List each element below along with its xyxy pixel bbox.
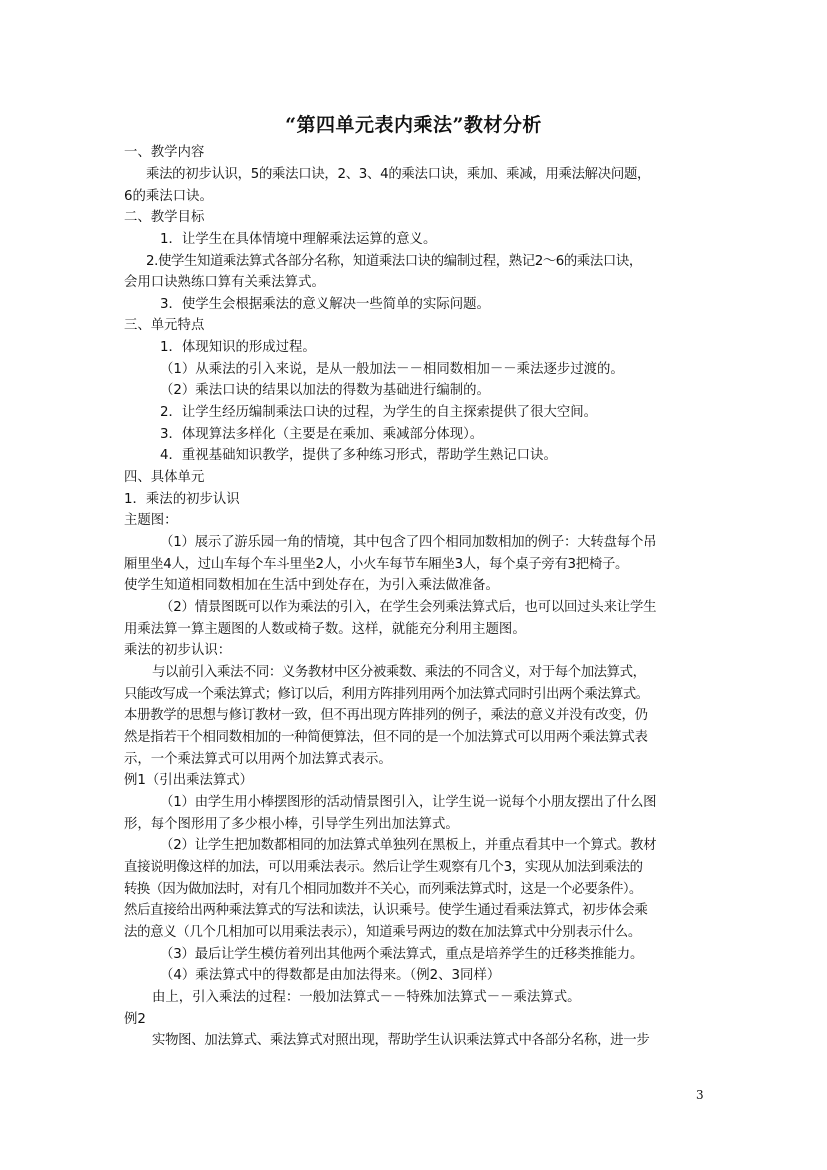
document-title: “第四单元表内乘法”教材分析 [285, 114, 542, 136]
paragraph-line: （1）展示了游乐园一角的情境，其中包含了四个相同加数相加的例子：大转盘每个吊 [160, 535, 657, 550]
list-item: 2.使学生知道乘法算式各部分名称，知道乘法口诀的编制过程，熟记2～6的乘法口诀， [146, 254, 642, 269]
paragraph-line: 由上，引入乘法的过程：一般加法算式－－特殊加法算式－－乘法算式。 [152, 990, 581, 1005]
list-item: 3．使学生会根据乘法的意义解决一些简单的实际问题。 [160, 297, 490, 312]
paragraph-line: 直接说明像这样的加法，可以用乘法表示。然后让学生观察有几个3，实现从加法到乘法的 [124, 860, 643, 875]
list-item: 1．体现知识的形成过程。 [160, 340, 316, 355]
paragraph-line: 形，每个图形用了多少根小棒，引导学生列出加法算式。 [124, 817, 459, 832]
subheading: 主题图： [124, 513, 178, 528]
heading-teaching-content: 一、教学内容 [124, 145, 205, 160]
page-number: 3 [696, 1088, 704, 1102]
paragraph-line: （1）由学生用小棒摆图形的活动情景图引入，让学生说一说每个小朋友摆出了什么图 [160, 795, 657, 810]
paragraph-line: 用乘法算一算主题图的人数或椅子数。这样，就能充分利用主题图。 [124, 622, 526, 637]
paragraph-line: 只能改写成一个乘法算式；修订以后，利用方阵排列用两个加法算式同时引出两个乘法算式。 [124, 687, 649, 702]
paragraph-line: 厢里坐4人，过山车每个车斗里坐2人，小火车每节车厢坐3人，每个桌子旁有3把椅子。 [124, 557, 629, 572]
list-item: （2）乘法口诀的结果以加法的得数为基础进行编制的。 [160, 383, 490, 398]
heading-specific-unit: 四、具体单元 [124, 470, 205, 485]
paragraph-line: 与以前引入乘法不同：义务教材中区分被乘数、乘法的不同含义，对于每个加法算式， [152, 665, 646, 680]
list-item: 2．让学生经历编制乘法口诀的过程，为学生的自主探索提供了很大空间。 [160, 405, 598, 420]
paragraph-line: 法的意义（几个几相加可以用乘法表示），知道乘号两边的数在加法算式中分别表示什么。 [124, 925, 641, 940]
paragraph-line: 6的乘法口诀。 [124, 189, 213, 204]
paragraph-line: 实物图、加法算式、乘法算式对照出现，帮助学生认识乘法算式中各部分名称，进一步 [152, 1033, 650, 1048]
list-item: 3．体现算法多样化（主要是在乘加、乘减部分体现）。 [160, 427, 484, 442]
paragraph-line: 乘法的初步认识，5的乘法口诀，2、3、4的乘法口诀，乘加、乘减，用乘法解决问题， [146, 167, 651, 182]
paragraph-line: 会用口诀熟练口算有关乘法算式。 [124, 275, 325, 290]
list-item: 4．重视基础知识教学，提供了多种练习形式，帮助学生熟记口诀。 [160, 448, 557, 463]
paragraph-line: （2）情景图既可以作为乘法的引入，在学生会列乘法算式后，也可以回过头来让学生 [160, 600, 657, 615]
subheading: 1．乘法的初步认识 [124, 492, 240, 507]
paragraph-line: 转换（因为做加法时，对有几个相同加数并不关心，而列乘法算式时，这是一个必要条件）。 [124, 882, 642, 897]
heading-unit-features: 三、单元特点 [124, 318, 205, 333]
paragraph-line: 然是指若干个相同数相加的一种简便算法，但不同的是一个加法算式可以用两个乘法算式表 [124, 730, 648, 745]
paragraph-line: 本册教学的思想与修订教材一致，但不再出现方阵排列的例子，乘法的意义并没有改变，仍 [124, 708, 648, 723]
subheading: 例2 [124, 1012, 146, 1027]
paragraph-line: （3）最后让学生模仿着列出其他两个乘法算式，重点是培养学生的迁移类推能力。 [160, 947, 644, 962]
paragraph-line: （4）乘法算式中的得数都是由加法得来。（例2、3同样） [160, 968, 501, 983]
paragraph-line: （2）让学生把加数都相同的加法算式单独列在黑板上，并重点看其中一个算式。教材 [160, 838, 657, 853]
heading-teaching-goals: 二、教学目标 [124, 210, 205, 225]
paragraph-line: 然后直接给出两种乘法算式的写法和读法，认识乘号。使学生通过看乘法算式，初步体会乘 [124, 903, 648, 918]
list-item: （1）从乘法的引入来说，是从一般加法－－相同数相加－－乘法逐步过渡的。 [160, 362, 624, 377]
list-item: 1．让学生在具体情境中理解乘法运算的意义。 [160, 232, 437, 247]
subheading: 乘法的初步认识： [124, 643, 232, 658]
subheading: 例1（引出乘法算式） [124, 773, 254, 788]
paragraph-line: 示，一个乘法算式可以用两个加法算式表示。 [124, 752, 392, 767]
paragraph-line: 使学生知道相同数相加在生活中到处存在，为引入乘法做准备。 [124, 578, 499, 593]
